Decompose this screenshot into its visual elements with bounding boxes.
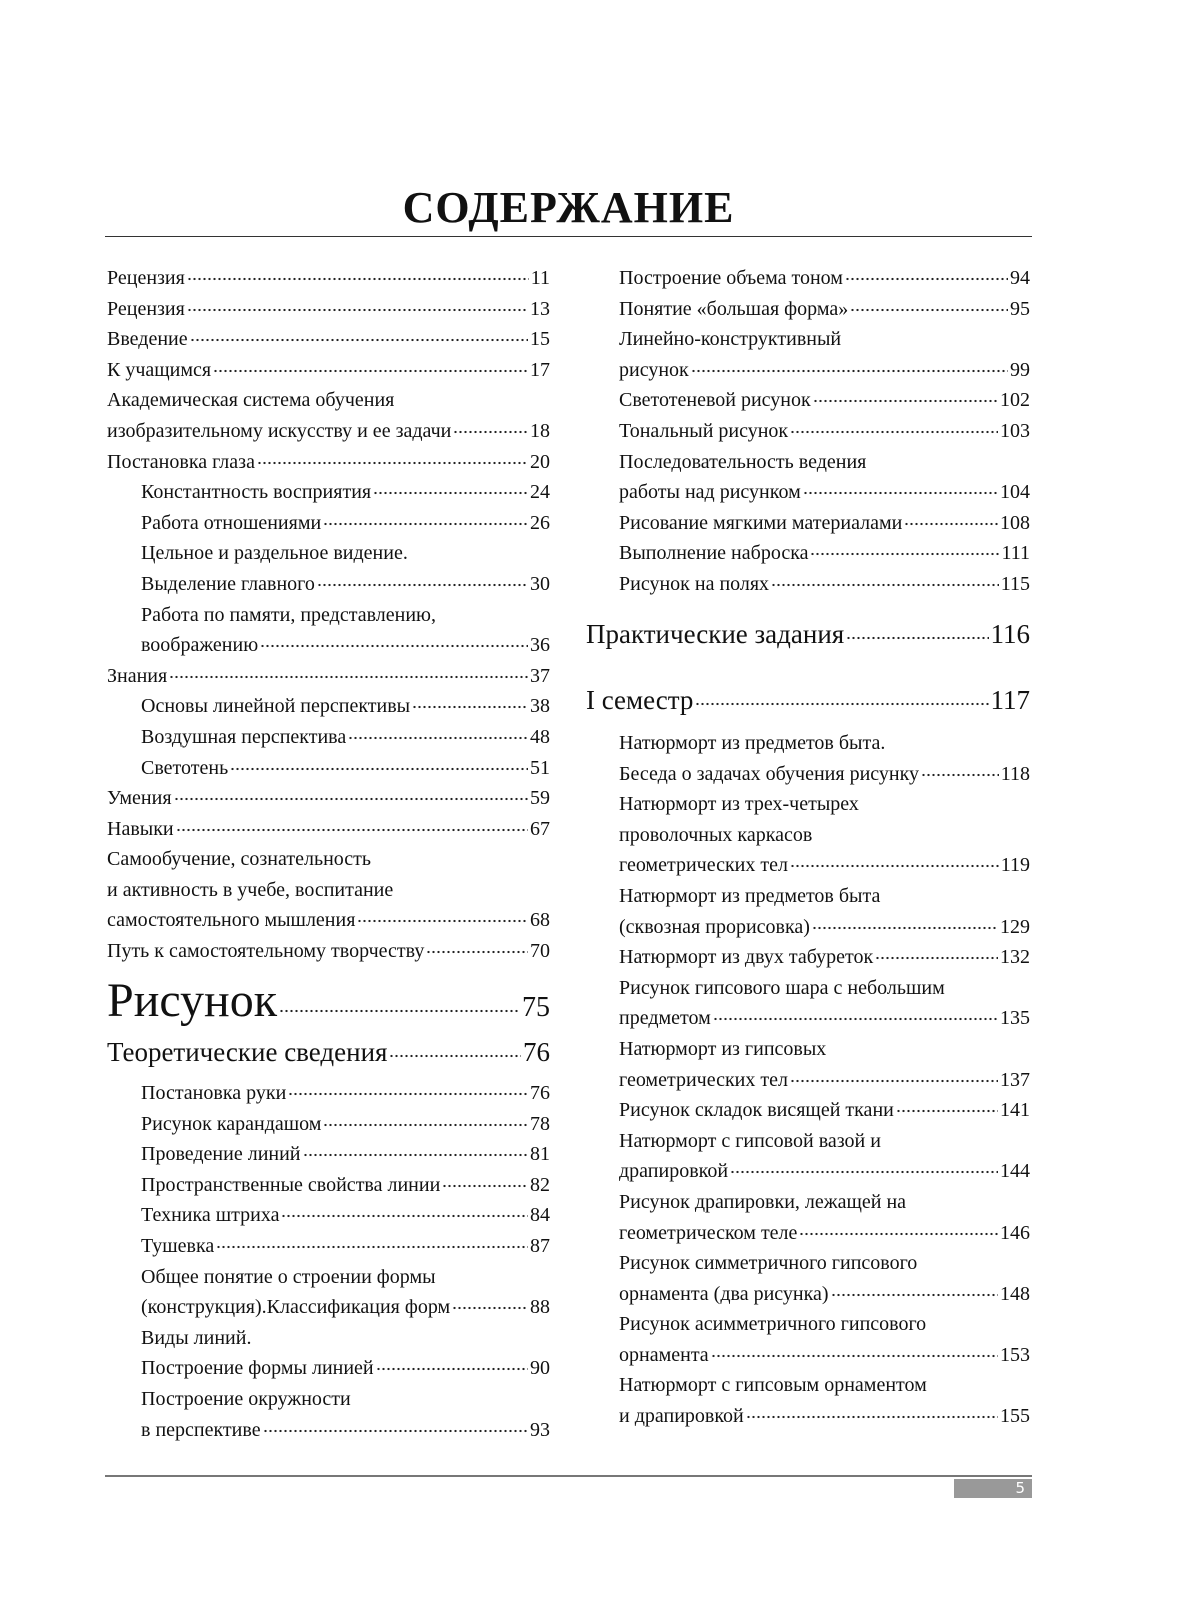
entry-title-line: геометрическом теле <box>619 1218 797 1249</box>
toc-entry[interactable] <box>619 416 1030 447</box>
entry-title-line: Линейно-конструктивный <box>619 324 1030 355</box>
dot-leader <box>711 1338 998 1358</box>
footer-divider <box>105 1475 1032 1477</box>
toc-entry[interactable] <box>107 324 550 355</box>
entry-page: 141 <box>1000 1095 1030 1126</box>
dot-leader <box>790 414 998 434</box>
entry-page: 116 <box>991 614 1031 654</box>
entry-page: 84 <box>530 1200 550 1231</box>
entry-page: 30 <box>530 569 550 600</box>
dot-leader <box>442 1168 528 1188</box>
toc-left-bottom <box>107 1078 550 1445</box>
entry-row <box>107 416 550 447</box>
entry-row <box>619 1003 1030 1034</box>
entry-title-line: Навыки <box>107 814 174 845</box>
entry-row <box>141 722 550 753</box>
entry-row <box>107 263 550 294</box>
dot-leader <box>348 720 528 740</box>
entry-title-line: Цельное и раздельное видение. <box>141 538 550 569</box>
entry-page: 153 <box>1000 1340 1030 1371</box>
entry-page: 94 <box>1010 263 1030 294</box>
entry-page: 146 <box>1000 1218 1030 1249</box>
entry-page: 68 <box>530 905 550 936</box>
dot-leader <box>453 414 528 434</box>
entry-page: 119 <box>1001 850 1030 881</box>
entry-row <box>619 850 1030 881</box>
entry-title-line: в перспективе <box>141 1415 261 1446</box>
dot-leader <box>187 261 529 281</box>
entry-row <box>619 538 1030 569</box>
entry-page: 88 <box>530 1292 550 1323</box>
entry-page: 102 <box>1000 385 1030 416</box>
entry-title-line: Тональный рисунок <box>619 416 788 447</box>
entry-title-line: Рецензия <box>107 263 185 294</box>
entry-row <box>619 759 1030 790</box>
toc-entry[interactable] <box>107 385 550 446</box>
entry-page: 115 <box>1001 569 1030 600</box>
dot-leader <box>850 292 1008 312</box>
toc-entry[interactable] <box>107 753 550 784</box>
entry-row <box>107 447 550 478</box>
toc-entry[interactable] <box>107 844 550 936</box>
dot-leader <box>187 292 528 312</box>
entry-page: 15 <box>530 324 550 355</box>
entry-page: 117 <box>991 680 1031 720</box>
dot-leader <box>831 1277 998 1297</box>
dot-leader <box>771 567 999 587</box>
entry-row <box>107 661 550 692</box>
toc-entry[interactable] <box>107 936 550 967</box>
dot-leader <box>216 1229 528 1249</box>
entry-page: 118 <box>1001 759 1030 790</box>
entry-row <box>619 477 1030 508</box>
entry-row <box>619 1095 1030 1126</box>
dot-leader <box>896 1093 998 1113</box>
entry-page: 104 <box>1000 477 1030 508</box>
entry-title-line: Пространственные свойства линии <box>141 1170 440 1201</box>
entry-row <box>141 1139 550 1170</box>
toc-entry[interactable] <box>619 1370 1030 1431</box>
entry-title-line: Построение окружности <box>141 1384 550 1415</box>
dot-leader <box>376 1351 528 1371</box>
toc-entry[interactable] <box>107 661 550 692</box>
entry-page: 148 <box>1000 1279 1030 1310</box>
entry-title-line: Рисунок асимметричного гипсового <box>619 1309 1030 1340</box>
toc-entry[interactable] <box>107 814 550 845</box>
toc-entry-semester[interactable] <box>586 680 1030 720</box>
toc-entry[interactable] <box>619 385 1030 416</box>
toc-entry[interactable] <box>619 881 1030 942</box>
toc-entry[interactable] <box>107 722 550 753</box>
entry-title-line: драпировкой <box>619 1156 728 1187</box>
toc-right-bottom <box>619 728 1030 1432</box>
entry-title-line: Рисование мягкими материалами <box>619 508 902 539</box>
dot-leader <box>176 812 528 832</box>
entry-row <box>107 783 550 814</box>
entry-page: 38 <box>530 691 550 722</box>
entry-title-line: Постановка глаза <box>107 447 255 478</box>
entry-row <box>141 1231 550 1262</box>
entry-row <box>141 1353 550 1384</box>
entry-row <box>107 814 550 845</box>
toc-right-top <box>619 263 1030 600</box>
toc-entry[interactable] <box>619 324 1030 385</box>
entry-page: 99 <box>1010 355 1030 386</box>
dot-leader <box>281 1198 528 1218</box>
entry-row <box>619 263 1030 294</box>
entry-title: Рисунок <box>107 973 277 1029</box>
entry-title-line: Рисунок карандашом <box>141 1109 321 1140</box>
entry-page: 95 <box>1010 294 1030 325</box>
toc-entry-theory[interactable] <box>107 1032 550 1072</box>
entry-page: 108 <box>1000 508 1030 539</box>
page-number: 5 <box>954 1479 1032 1498</box>
entry-title-line: (конструкция).Классификация форм <box>141 1292 450 1323</box>
toc-entry[interactable] <box>619 973 1030 1034</box>
entry-row <box>141 691 550 722</box>
dot-leader <box>875 940 998 960</box>
entry-row <box>619 1279 1030 1310</box>
entry-page: 111 <box>1001 538 1030 569</box>
entry-title-line: геометрических тел <box>619 1065 788 1096</box>
entry-title-line: Понятие «большая форма» <box>619 294 848 325</box>
dot-leader <box>357 903 528 923</box>
entry-title-line: Знания <box>107 661 167 692</box>
toc-entry[interactable] <box>619 1187 1030 1248</box>
dot-leader <box>323 506 528 526</box>
entry-title-line: Светотеневой рисунок <box>619 385 811 416</box>
entry-title-line: Общее понятие о строении формы <box>141 1262 550 1293</box>
entry-page: 48 <box>530 722 550 753</box>
toc-entry[interactable] <box>107 1262 550 1323</box>
entry-row <box>141 1200 550 1231</box>
entry-title-line: орнамента <box>619 1340 709 1371</box>
dot-leader <box>230 751 528 771</box>
entry-row <box>107 905 550 936</box>
entry-title-line: геометрических тел <box>619 850 788 881</box>
entry-title-line: и драпировкой <box>619 1401 744 1432</box>
toc-entry[interactable] <box>619 508 1030 539</box>
entry-title-line: Работа по памяти, представлению, <box>141 600 550 631</box>
toc-entry[interactable] <box>107 691 550 722</box>
entry-title-line: Умения <box>107 783 172 814</box>
entry-title-line: Натюрморт из предметов быта. <box>619 728 1030 759</box>
entry-title-line: Рисунок гипсового шара с небольшим <box>619 973 1030 1004</box>
toc-entry[interactable] <box>107 477 550 508</box>
dot-leader <box>730 1154 998 1174</box>
toc-entry-drawing[interactable] <box>107 968 550 1036</box>
entry-page: 70 <box>530 936 550 967</box>
entry-title: I семестр <box>586 680 693 720</box>
dot-leader <box>260 628 528 648</box>
entry-page: 20 <box>530 447 550 478</box>
toc-entry[interactable] <box>619 1126 1030 1187</box>
entry-row <box>619 912 1030 943</box>
dot-leader <box>790 848 999 868</box>
entry-title-line: Натюрморт с гипсовой вазой и <box>619 1126 1030 1157</box>
dot-leader <box>279 965 520 1013</box>
entry-row <box>141 753 550 784</box>
entry-row <box>141 1170 550 1201</box>
entry-page: 135 <box>1000 1003 1030 1034</box>
entry-row <box>619 1065 1030 1096</box>
dot-leader <box>452 1290 528 1310</box>
entry-page: 36 <box>530 630 550 661</box>
entry-row <box>619 1340 1030 1371</box>
toc-section-drawing <box>107 968 550 1036</box>
toc-entry[interactable] <box>619 1034 1030 1095</box>
entry-page: 81 <box>530 1139 550 1170</box>
entry-title-line: рисунок <box>619 355 689 386</box>
entry-page: 87 <box>530 1231 550 1262</box>
dot-leader <box>317 567 528 587</box>
entry-page: 17 <box>530 355 550 386</box>
entry-row <box>107 355 550 386</box>
toc-entry[interactable] <box>619 1095 1030 1126</box>
entry-title-line: орнамента (два рисунка) <box>619 1279 829 1310</box>
entry-title-line: Светотень <box>141 753 228 784</box>
toc-entry[interactable] <box>619 263 1030 294</box>
entry-row <box>107 936 550 967</box>
entry-title-line: Натюрморт из трех-четырех <box>619 789 1030 820</box>
entry-title-line: Самообучение, сознательность <box>107 844 550 875</box>
toc-entry[interactable] <box>107 1323 550 1354</box>
toc-entry[interactable] <box>107 1231 550 1262</box>
entry-title-line: Натюрморт из гипсовых <box>619 1034 1030 1065</box>
toc-entry[interactable] <box>619 728 1030 789</box>
entry-row <box>619 1401 1030 1432</box>
toc-entry[interactable] <box>619 538 1030 569</box>
entry-title-line: проволочных каркасов <box>619 820 1030 851</box>
entry-row <box>619 385 1030 416</box>
entry-title-line: Натюрморт с гипсовым орнаментом <box>619 1370 1030 1401</box>
entry-row <box>107 294 550 325</box>
entry-page: 90 <box>530 1353 550 1384</box>
toc-entry[interactable] <box>619 1248 1030 1309</box>
dot-leader <box>799 1216 998 1236</box>
entry-title-line: Рецензия <box>107 294 185 325</box>
dot-leader <box>695 679 988 706</box>
toc-entry[interactable] <box>107 1170 550 1201</box>
entry-page: 93 <box>530 1415 550 1446</box>
entry-title-line: самостоятельного мышления <box>107 905 355 936</box>
dot-leader <box>213 353 528 373</box>
entry-page: 18 <box>530 416 550 447</box>
entry-title-line: Константность восприятия <box>141 477 371 508</box>
toc-entry[interactable] <box>619 1309 1030 1370</box>
toc-entry[interactable] <box>107 538 550 599</box>
dot-leader <box>263 1413 528 1433</box>
entry-title-line: Постановка руки <box>141 1078 286 1109</box>
entry-row <box>141 1109 550 1140</box>
dot-leader <box>303 1137 528 1157</box>
dot-leader <box>813 383 998 403</box>
entry-row <box>619 355 1030 386</box>
dot-leader <box>169 659 528 679</box>
dot-leader <box>323 1107 528 1127</box>
entry-title-line: Беседа о задачах обучения рисунку <box>619 759 919 790</box>
entry-page: 132 <box>1000 942 1030 973</box>
toc-section-theory <box>107 1032 550 1072</box>
entry-title-line: (сквозная прорисовка) <box>619 912 810 943</box>
entry-page: 137 <box>1000 1065 1030 1096</box>
toc-entry[interactable] <box>107 1353 550 1384</box>
entry-page: 78 <box>530 1109 550 1140</box>
entry-page: 67 <box>530 814 550 845</box>
dot-leader <box>190 322 528 342</box>
entry-title-line: Рисунок складок висящей ткани <box>619 1095 894 1126</box>
entry-title-line: Воздушная перспектива <box>141 722 346 753</box>
entry-title: Практические задания <box>586 614 844 654</box>
toc-entry[interactable] <box>107 294 550 325</box>
dot-leader <box>790 1063 998 1083</box>
entry-page: 155 <box>1000 1401 1030 1432</box>
entry-title-line: Рисунок на полях <box>619 569 769 600</box>
entry-row <box>141 508 550 539</box>
entry-title-line: и активность в учебе, воспитание <box>107 875 550 906</box>
entry-page: 129 <box>1000 912 1030 943</box>
dot-leader <box>373 475 528 495</box>
entry-title-line: Натюрморт из двух табуреток <box>619 942 873 973</box>
dot-leader <box>746 1399 998 1419</box>
toc-entry[interactable] <box>107 355 550 386</box>
toc-entry[interactable] <box>107 1384 550 1445</box>
toc-entry[interactable] <box>619 447 1030 508</box>
entry-row <box>141 630 550 661</box>
entry-page: 144 <box>1000 1156 1030 1187</box>
entry-page: 13 <box>530 294 550 325</box>
dot-leader <box>845 261 1008 281</box>
toc-entry[interactable] <box>107 783 550 814</box>
dot-leader <box>803 475 998 495</box>
entry-title-line: Выполнение наброска <box>619 538 808 569</box>
entry-title-line: Выделение главного <box>141 569 315 600</box>
toc-entry[interactable] <box>107 1109 550 1140</box>
toc-entry[interactable] <box>619 569 1030 600</box>
toc-entry[interactable] <box>107 1078 550 1109</box>
dot-leader <box>812 910 998 930</box>
entry-page: 37 <box>530 661 550 692</box>
entry-page: 59 <box>530 783 550 814</box>
entry-title-line: изобразительному искусству и ее задачи <box>107 416 451 447</box>
dot-leader <box>691 353 1008 373</box>
entry-page: 75 <box>522 980 550 1036</box>
toc-section-semester <box>586 680 1030 720</box>
entry-page: 82 <box>530 1170 550 1201</box>
entry-page: 76 <box>530 1078 550 1109</box>
entry-title-line: Виды линий. <box>141 1323 550 1354</box>
entry-title-line: Рисунок симметричного гипсового <box>619 1248 1030 1279</box>
title-divider <box>105 236 1032 237</box>
entry-title-line: Техника штриха <box>141 1200 279 1231</box>
entry-row <box>619 1218 1030 1249</box>
toc-entry[interactable] <box>107 1139 550 1170</box>
dot-leader <box>904 506 998 526</box>
entry-row <box>107 324 550 355</box>
dot-leader <box>846 613 988 640</box>
entry-title-line: Рисунок драпировки, лежащей на <box>619 1187 1030 1218</box>
toc-entry[interactable] <box>619 789 1030 881</box>
entry-row <box>619 1156 1030 1187</box>
entry-title-line: работы над рисунком <box>619 477 801 508</box>
entry-title-line: Последовательность ведения <box>619 447 1030 478</box>
entry-title-line: К учащимся <box>107 355 211 386</box>
toc-section-practice <box>586 614 1030 654</box>
toc-entry[interactable] <box>107 508 550 539</box>
entry-page: 76 <box>523 1032 550 1072</box>
dot-leader <box>389 1031 521 1058</box>
dot-leader <box>174 781 528 801</box>
entry-row <box>619 508 1030 539</box>
entry-row <box>141 1292 550 1323</box>
entry-title-line: Построение формы линией <box>141 1353 374 1384</box>
entry-title-line: Введение <box>107 324 188 355</box>
toc-entry[interactable] <box>107 1200 550 1231</box>
entry-page: 11 <box>531 263 550 294</box>
entry-title-line: Основы линейной перспективы <box>141 691 410 722</box>
toc-left-top <box>107 263 550 967</box>
entry-title-line: Путь к самостоятельному творчеству <box>107 936 424 967</box>
dot-leader <box>921 757 999 777</box>
entry-row <box>141 1078 550 1109</box>
toc-entry[interactable] <box>619 294 1030 325</box>
dot-leader <box>713 1001 998 1021</box>
entry-title-line: Тушевка <box>141 1231 214 1262</box>
entry-row <box>619 569 1030 600</box>
entry-row <box>141 1415 550 1446</box>
entry-row <box>141 477 550 508</box>
dot-leader <box>257 445 528 465</box>
entry-title-line: Построение объема тоном <box>619 263 843 294</box>
entry-row <box>141 569 550 600</box>
dot-leader <box>426 934 528 954</box>
entry-page: 51 <box>530 753 550 784</box>
toc-entry[interactable] <box>107 263 550 294</box>
entry-row <box>619 294 1030 325</box>
dot-leader <box>412 689 528 709</box>
entry-row <box>619 942 1030 973</box>
page-title: СОДЕРЖАНИЕ <box>105 182 1032 233</box>
entry-title-line: предметом <box>619 1003 711 1034</box>
entry-title-line: Проведение линий <box>141 1139 301 1170</box>
toc-entry[interactable] <box>619 942 1030 973</box>
dot-leader <box>288 1076 528 1096</box>
toc-entry-practice[interactable] <box>586 614 1030 654</box>
entry-title-line: Натюрморт из предметов быта <box>619 881 1030 912</box>
entry-title-line: воображению <box>141 630 258 661</box>
entry-page: 26 <box>530 508 550 539</box>
entry-title-line: Академическая система обучения <box>107 385 550 416</box>
entry-title: Теоретические сведения <box>107 1032 387 1072</box>
toc-entry[interactable] <box>107 600 550 661</box>
entry-row <box>619 416 1030 447</box>
entry-title-line: Работа отношениями <box>141 508 321 539</box>
entry-page: 103 <box>1000 416 1030 447</box>
toc-entry[interactable] <box>107 447 550 478</box>
dot-leader <box>810 536 999 556</box>
entry-page: 24 <box>530 477 550 508</box>
